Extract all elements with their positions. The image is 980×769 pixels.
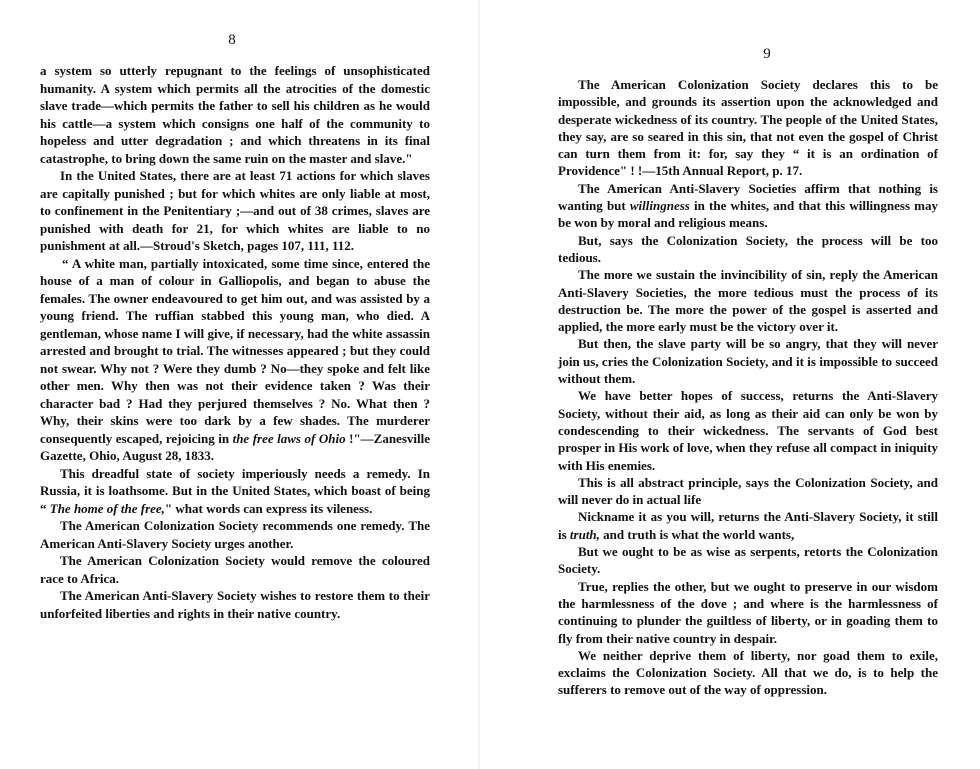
paragraph-text: !"—Zanesville Gazette, Ohio, August 28, 1833. [40, 430, 430, 463]
paragraph [40, 255, 430, 465]
paragraph [558, 387, 938, 473]
emphasis-text: the free laws of Ohio [232, 430, 346, 446]
left-page [0, 0, 470, 769]
paragraph-text: The American Colonization Society recommends one remedy. The American Anti-Slavery Society urges another. [40, 518, 430, 551]
paragraph-text: a system so utterly repugnant to the feelings of unsophisticated humanity. A system which permits all the atrocities of the domestic slave trade—which permits the father to sell his children as he would his cattle—a system which consigns one half of the community to hopeless and utter degradation ; and which threatens in its final catastrophe, to bring down the same ruin on the master and slave." [40, 63, 430, 166]
paragraph-text: But, says the Colonization Society, the process will be too tedious. [558, 232, 938, 265]
paragraph-text: But then, the slave party will be so angry, that they will never join us, cries the Colonization Society, and it is impossible to succeed without them. [558, 336, 938, 387]
right-page [495, 0, 980, 769]
paragraph [558, 508, 938, 543]
paragraph-text: " what words can express its vileness. [164, 500, 373, 516]
paragraph-text: In the United States, there are at least 71 actions for which slaves are capitally punished ; but for which whites are only liable at most, to confinement in the Penitentiary ;—and out of 38 crimes, slaves are punished with death for 21, for which whites are liable to no punishment at all.—Stroud's Sketch, pages 107, 111, 112. [40, 168, 430, 253]
paragraph [40, 62, 430, 167]
paragraph-text: in the whites, and that this willingness may be won by moral and religious means. [558, 198, 938, 231]
paragraph-text: This is all abstract principle, says the Colonization Society, and will never do in actual life [558, 474, 938, 508]
emphasis-text: The home of the free, [49, 500, 165, 516]
paragraph [558, 543, 938, 578]
paragraph-text: This dreadful state of society imperiously needs a remedy. In Russia, it is loathsome. But in the United States, which boast of being “ [40, 465, 430, 516]
book-gutter [478, 0, 480, 769]
paragraph-text: The American Anti-Slavery Society wishes to restore them to their unforfeited liberties and rights in their native country. [40, 588, 430, 621]
paragraph [40, 465, 430, 518]
paragraph-text: The American Anti-Slavery Societies affirm that nothing is wanting but [558, 180, 938, 214]
emphasis-text: willingness [629, 198, 690, 214]
page-number: 9 [763, 46, 771, 62]
emphasis-text: truth, [569, 526, 600, 542]
paragraph-text: The more we sustain the invincibility of sin, reply the American Anti-Slavery Societies, the more tedious must the process of its destruction be. The more the power of the gospel is asserted and applied, the more early must be the victory over it. [558, 267, 938, 335]
paragraph-text: The American Colonization Society declares this to be impossible, and grounds its assertion upon the acknowledged and desperate wickedness of its country. The people of the United States, they say, are so seared in this sin, that not even the gospel of Christ can turn them from it: for, say they “ it is an ordination of Providence" ! !—15th Annual Report, p. 17. [558, 77, 938, 179]
paragraph [558, 335, 938, 387]
paragraph-text: But we ought to be as wise as serpents, retorts the Colonization Society. [558, 544, 938, 577]
left-text-column [40, 62, 430, 622]
paragraph [558, 232, 938, 267]
paragraph-text: Nickname it as you will, returns the Anti-Slavery Society, it still is [558, 509, 938, 542]
page-number: 8 [228, 32, 236, 48]
paragraph-text: True, replies the other, but we ought to preserve in our wisdom the harmlessness of the dove ; and where is the harmlessness of continuing to plunder the guiltless of liberty, or in goading them to fly from their native country in despair. [558, 578, 938, 646]
paragraph-text: The American Colonization Society would remove the coloured race to Africa. [40, 553, 430, 586]
paragraph [558, 266, 938, 335]
paragraph [558, 76, 938, 180]
paragraph [558, 647, 938, 699]
paragraph-text: We have better hopes of success, returns the Anti-Slavery Society, without their aid, as long as their aid can only be won by condescending to their wickedness. The servants of God best prosper in His work of love, when they refuse all compact in iniquity with His enemies. [558, 388, 938, 473]
paragraph [40, 517, 430, 552]
paragraph [558, 578, 938, 647]
paragraph [40, 552, 430, 587]
paragraph [558, 180, 938, 232]
paragraph-text: “ A white man, partially intoxicated, some time since, entered the house of a man of colour in Galliopolis, and began to abuse the females. The owner endeavoured to get him out, and was assisted by a young friend. The ruffian stabbed this young man, who died. A gentleman, whose name I will give, if necessary, had the white assassin arrested and brought to trial. The witnesses appeared ; but they could not swear. Why not ? Were they dumb ? No—they spoke and felt like other men. Why then was not their evidence taken ? Was their character bad ? Had they perjured themselves ? No. What then ? Why, their skins were too dark by a few shades. The murderer consequently escaped, rejoicing in [40, 255, 430, 446]
paragraph-text: and truth is what the world wants, [599, 526, 795, 542]
right-text-column [558, 76, 938, 699]
paragraph [40, 167, 430, 255]
paragraph [40, 587, 430, 622]
paragraph [558, 474, 938, 509]
paragraph-text: We neither deprive them of liberty, nor goad them to exile, exclaims the Colonization Society. All that we do, is to help the sufferers to remove out of the way of oppression. [558, 647, 938, 698]
